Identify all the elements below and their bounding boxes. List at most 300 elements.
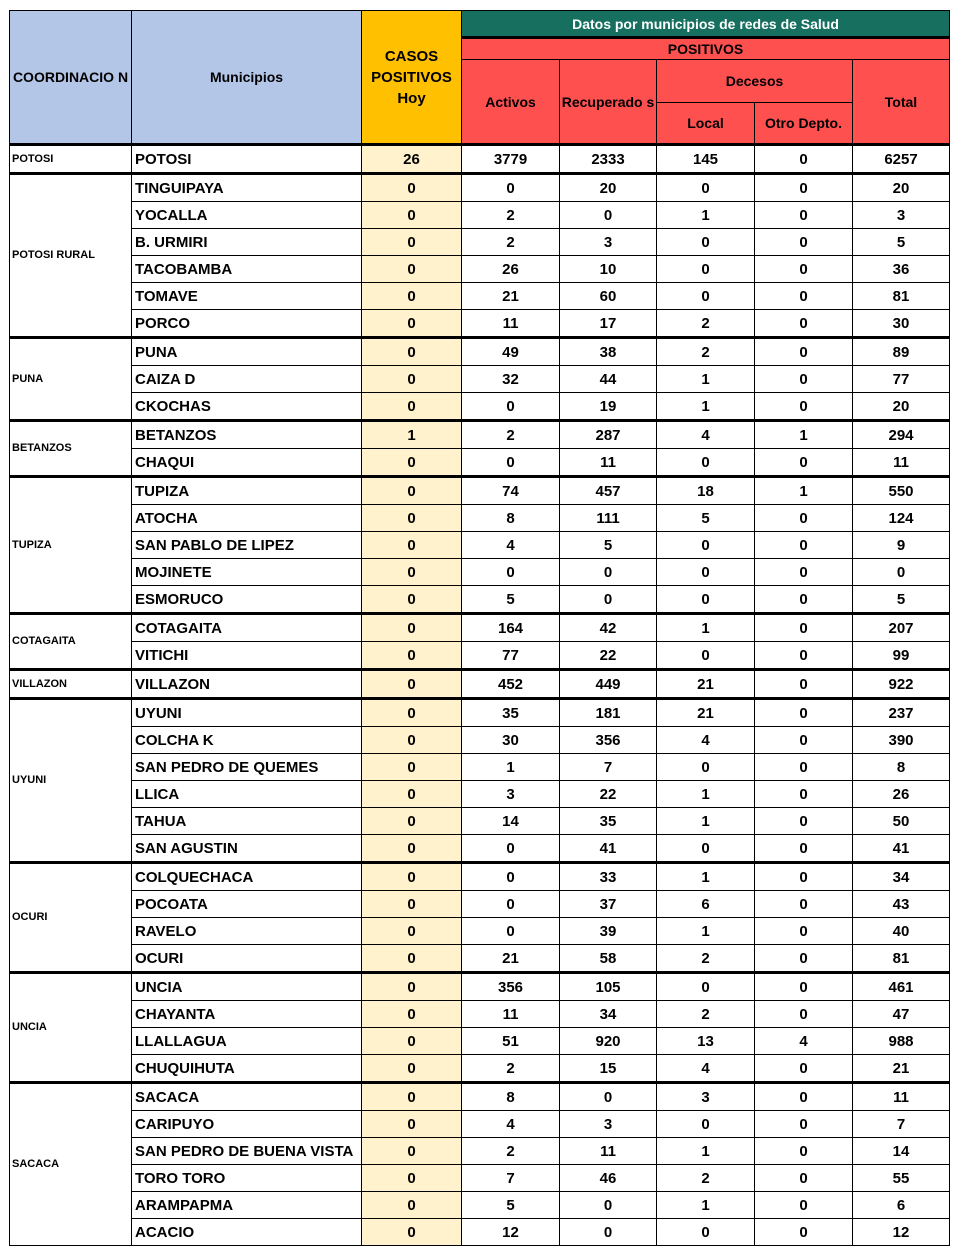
cell-decesos-otro: 0	[755, 202, 853, 229]
cell-decesos-otro: 0	[755, 1111, 853, 1138]
cell-decesos-otro: 0	[755, 145, 853, 174]
cell-total: 40	[853, 918, 950, 945]
cell-municipio: SAN PABLO DE LIPEZ	[132, 532, 362, 559]
cell-recuperados: 11	[560, 449, 657, 477]
cell-casos-hoy: 0	[362, 727, 462, 754]
cell-casos-hoy: 0	[362, 945, 462, 973]
table-row	[10, 699, 950, 727]
cell-decesos-local: 0	[657, 229, 755, 256]
cell-recuperados: 0	[560, 1219, 657, 1246]
cell-recuperados: 38	[560, 338, 657, 366]
cell-activos: 356	[462, 973, 560, 1001]
cell-recuperados: 22	[560, 781, 657, 808]
cell-decesos-otro: 0	[755, 229, 853, 256]
cell-decesos-otro: 0	[755, 835, 853, 863]
cell-activos: 21	[462, 945, 560, 973]
cell-casos-hoy: 0	[362, 1028, 462, 1055]
cell-decesos-otro: 0	[755, 945, 853, 973]
cell-casos-hoy: 0	[362, 559, 462, 586]
table-row	[10, 642, 950, 670]
cell-municipio: TOMAVE	[132, 283, 362, 310]
cell-recuperados: 449	[560, 670, 657, 699]
cell-activos: 21	[462, 283, 560, 310]
cell-activos: 35	[462, 699, 560, 727]
cell-recuperados: 3	[560, 1111, 657, 1138]
cell-activos: 74	[462, 477, 560, 505]
cell-decesos-local: 4	[657, 421, 755, 449]
cell-recuperados: 0	[560, 202, 657, 229]
cell-total: 3	[853, 202, 950, 229]
table-row	[10, 727, 950, 754]
table-row	[10, 505, 950, 532]
cell-total: 390	[853, 727, 950, 754]
table-row	[10, 256, 950, 283]
cell-casos-hoy: 0	[362, 229, 462, 256]
table-header	[10, 11, 950, 145]
cell-recuperados: 58	[560, 945, 657, 973]
cell-decesos-otro: 0	[755, 918, 853, 945]
cell-municipio: BETANZOS	[132, 421, 362, 449]
cell-activos: 1	[462, 754, 560, 781]
cell-total: 207	[853, 614, 950, 642]
cell-casos-hoy: 0	[362, 808, 462, 835]
cell-casos-hoy: 0	[362, 699, 462, 727]
cell-municipio: TINGUIPAYA	[132, 174, 362, 202]
cell-decesos-otro: 0	[755, 1165, 853, 1192]
cell-decesos-otro: 0	[755, 310, 853, 338]
cell-municipio: VILLAZON	[132, 670, 362, 699]
table-row	[10, 863, 950, 891]
cell-recuperados: 35	[560, 808, 657, 835]
cell-total: 11	[853, 1083, 950, 1111]
cell-casos-hoy: 0	[362, 781, 462, 808]
cell-decesos-otro: 0	[755, 449, 853, 477]
cell-municipio: CARIPUYO	[132, 1111, 362, 1138]
cell-municipio: COLQUECHACA	[132, 863, 362, 891]
cell-activos: 0	[462, 918, 560, 945]
cell-municipio: OCURI	[132, 945, 362, 973]
cell-decesos-local: 0	[657, 973, 755, 1001]
cell-activos: 3	[462, 781, 560, 808]
cell-municipio: POTOSI	[132, 145, 362, 174]
cell-recuperados: 920	[560, 1028, 657, 1055]
cell-decesos-local: 0	[657, 642, 755, 670]
header-total: Total	[853, 60, 950, 145]
table-row	[10, 145, 950, 174]
cell-decesos-otro: 0	[755, 727, 853, 754]
table-row	[10, 973, 950, 1001]
cell-casos-hoy: 0	[362, 1219, 462, 1246]
cell-decesos-local: 0	[657, 754, 755, 781]
cell-decesos-otro: 0	[755, 586, 853, 614]
table-row	[10, 202, 950, 229]
cell-total: 6	[853, 1192, 950, 1219]
cell-recuperados: 181	[560, 699, 657, 727]
cell-recuperados: 44	[560, 366, 657, 393]
cell-recuperados: 11	[560, 1138, 657, 1165]
cell-recuperados: 105	[560, 973, 657, 1001]
header-casos-positivos-hoy: CASOS POSITIVOS Hoy	[362, 11, 462, 145]
cell-decesos-local: 1	[657, 1138, 755, 1165]
cell-total: 21	[853, 1055, 950, 1083]
cell-total: 41	[853, 835, 950, 863]
table-row	[10, 1001, 950, 1028]
header-otro-depto: Otro Depto.	[755, 103, 853, 145]
cell-decesos-local: 0	[657, 1219, 755, 1246]
cell-total: 81	[853, 945, 950, 973]
cell-municipio: CAIZA D	[132, 366, 362, 393]
cell-casos-hoy: 0	[362, 670, 462, 699]
cell-municipio: PORCO	[132, 310, 362, 338]
cell-casos-hoy: 0	[362, 283, 462, 310]
cell-recuperados: 0	[560, 1083, 657, 1111]
cell-coordinacion: PUNA	[10, 338, 132, 421]
cell-total: 26	[853, 781, 950, 808]
cell-casos-hoy: 0	[362, 614, 462, 642]
cell-decesos-otro: 0	[755, 1001, 853, 1028]
cell-activos: 2	[462, 1055, 560, 1083]
cell-decesos-local: 0	[657, 256, 755, 283]
header-coordinacion: COORDINACIO N	[10, 11, 132, 145]
cell-recuperados: 60	[560, 283, 657, 310]
cell-coordinacion: BETANZOS	[10, 421, 132, 477]
cell-activos: 0	[462, 863, 560, 891]
cell-decesos-local: 1	[657, 202, 755, 229]
header-positivos: POSITIVOS	[462, 38, 950, 60]
cell-recuperados: 2333	[560, 145, 657, 174]
table-row	[10, 532, 950, 559]
cell-coordinacion: POTOSI	[10, 145, 132, 174]
cell-decesos-otro: 0	[755, 1219, 853, 1246]
cell-total: 55	[853, 1165, 950, 1192]
cell-decesos-local: 0	[657, 174, 755, 202]
cell-municipio: PUNA	[132, 338, 362, 366]
cell-casos-hoy: 0	[362, 366, 462, 393]
cell-recuperados: 356	[560, 727, 657, 754]
table-row	[10, 781, 950, 808]
cell-municipio: POCOATA	[132, 891, 362, 918]
table-row	[10, 1192, 950, 1219]
cell-activos: 8	[462, 1083, 560, 1111]
cell-activos: 0	[462, 174, 560, 202]
cell-activos: 0	[462, 559, 560, 586]
cell-decesos-otro: 1	[755, 421, 853, 449]
table-row	[10, 586, 950, 614]
table-row	[10, 670, 950, 699]
table-row	[10, 366, 950, 393]
cell-recuperados: 287	[560, 421, 657, 449]
cell-decesos-local: 2	[657, 310, 755, 338]
cell-casos-hoy: 0	[362, 393, 462, 421]
cell-municipio: VITICHI	[132, 642, 362, 670]
cell-decesos-otro: 0	[755, 808, 853, 835]
cell-activos: 452	[462, 670, 560, 699]
cell-recuperados: 37	[560, 891, 657, 918]
cell-total: 50	[853, 808, 950, 835]
cell-activos: 0	[462, 393, 560, 421]
cell-casos-hoy: 0	[362, 1138, 462, 1165]
cell-casos-hoy: 0	[362, 642, 462, 670]
cell-decesos-local: 2	[657, 1165, 755, 1192]
header-local: Local	[657, 103, 755, 145]
cell-activos: 5	[462, 586, 560, 614]
cell-activos: 2	[462, 1138, 560, 1165]
cell-activos: 0	[462, 835, 560, 863]
cell-municipio: ACACIO	[132, 1219, 362, 1246]
cell-casos-hoy: 0	[362, 532, 462, 559]
cell-activos: 5	[462, 1192, 560, 1219]
cell-municipio: TUPIZA	[132, 477, 362, 505]
cell-decesos-local: 0	[657, 532, 755, 559]
cell-decesos-otro: 0	[755, 781, 853, 808]
cell-total: 12	[853, 1219, 950, 1246]
table-row	[10, 835, 950, 863]
cell-municipio: CHAQUI	[132, 449, 362, 477]
cell-decesos-local: 21	[657, 699, 755, 727]
table-row	[10, 1083, 950, 1111]
cell-decesos-otro: 0	[755, 505, 853, 532]
cell-decesos-local: 0	[657, 1111, 755, 1138]
cell-total: 77	[853, 366, 950, 393]
cell-recuperados: 19	[560, 393, 657, 421]
cell-activos: 49	[462, 338, 560, 366]
cell-municipio: TORO TORO	[132, 1165, 362, 1192]
cell-decesos-otro: 4	[755, 1028, 853, 1055]
cell-decesos-local: 4	[657, 727, 755, 754]
cell-casos-hoy: 0	[362, 1083, 462, 1111]
table-row	[10, 310, 950, 338]
cell-total: 30	[853, 310, 950, 338]
cell-casos-hoy: 0	[362, 1165, 462, 1192]
cell-activos: 26	[462, 256, 560, 283]
cell-municipio: SAN AGUSTIN	[132, 835, 362, 863]
cell-municipio: SACACA	[132, 1083, 362, 1111]
cell-municipio: B. URMIRI	[132, 229, 362, 256]
cell-decesos-local: 2	[657, 1001, 755, 1028]
cell-total: 550	[853, 477, 950, 505]
cell-municipio: UYUNI	[132, 699, 362, 727]
cell-activos: 0	[462, 449, 560, 477]
cell-activos: 2	[462, 229, 560, 256]
cell-casos-hoy: 0	[362, 754, 462, 781]
header-decesos: Decesos	[657, 60, 853, 103]
cell-coordinacion: POTOSI RURAL	[10, 174, 132, 338]
table-row	[10, 421, 950, 449]
cell-casos-hoy: 0	[362, 1111, 462, 1138]
table-body	[10, 145, 950, 1246]
cell-casos-hoy: 0	[362, 835, 462, 863]
cell-decesos-local: 2	[657, 338, 755, 366]
header-municipios: Municipios	[132, 11, 362, 145]
municipal-cases-table-container	[9, 10, 950, 1246]
cell-total: 47	[853, 1001, 950, 1028]
cell-coordinacion: SACACA	[10, 1083, 132, 1246]
cell-coordinacion: TUPIZA	[10, 477, 132, 614]
cell-activos: 30	[462, 727, 560, 754]
table-row	[10, 1165, 950, 1192]
cell-total: 99	[853, 642, 950, 670]
cell-total: 89	[853, 338, 950, 366]
cell-coordinacion: UYUNI	[10, 699, 132, 863]
cell-coordinacion: UNCIA	[10, 973, 132, 1083]
cell-total: 43	[853, 891, 950, 918]
cell-coordinacion: COTAGAITA	[10, 614, 132, 670]
cell-municipio: COLCHA K	[132, 727, 362, 754]
cell-municipio: ATOCHA	[132, 505, 362, 532]
table-row	[10, 393, 950, 421]
cell-total: 0	[853, 559, 950, 586]
cell-recuperados: 5	[560, 532, 657, 559]
cell-decesos-local: 145	[657, 145, 755, 174]
cell-decesos-otro: 0	[755, 559, 853, 586]
cell-municipio: TACOBAMBA	[132, 256, 362, 283]
cell-casos-hoy: 0	[362, 863, 462, 891]
cell-total: 20	[853, 174, 950, 202]
cell-decesos-otro: 0	[755, 1083, 853, 1111]
cell-municipio: CKOCHAS	[132, 393, 362, 421]
cell-recuperados: 42	[560, 614, 657, 642]
cell-municipio: MOJINETE	[132, 559, 362, 586]
cell-recuperados: 7	[560, 754, 657, 781]
cell-decesos-otro: 0	[755, 1055, 853, 1083]
cell-decesos-otro: 0	[755, 891, 853, 918]
table-row	[10, 1028, 950, 1055]
cell-casos-hoy: 1	[362, 421, 462, 449]
cell-recuperados: 17	[560, 310, 657, 338]
cell-decesos-otro: 0	[755, 642, 853, 670]
cell-casos-hoy: 0	[362, 586, 462, 614]
cell-activos: 12	[462, 1219, 560, 1246]
cell-decesos-otro: 0	[755, 1192, 853, 1219]
cell-total: 8	[853, 754, 950, 781]
cell-activos: 164	[462, 614, 560, 642]
cell-decesos-otro: 0	[755, 1138, 853, 1165]
cell-decesos-otro: 0	[755, 973, 853, 1001]
cell-activos: 0	[462, 891, 560, 918]
cell-total: 922	[853, 670, 950, 699]
cell-municipio: UNCIA	[132, 973, 362, 1001]
cell-casos-hoy: 26	[362, 145, 462, 174]
cell-decesos-local: 1	[657, 781, 755, 808]
cell-recuperados: 22	[560, 642, 657, 670]
cell-recuperados: 0	[560, 559, 657, 586]
cell-decesos-local: 3	[657, 1083, 755, 1111]
cell-decesos-local: 0	[657, 449, 755, 477]
cell-activos: 2	[462, 421, 560, 449]
table-row	[10, 477, 950, 505]
cell-casos-hoy: 0	[362, 449, 462, 477]
cell-municipio: YOCALLA	[132, 202, 362, 229]
cell-total: 6257	[853, 145, 950, 174]
cell-casos-hoy: 0	[362, 477, 462, 505]
table-row	[10, 614, 950, 642]
cell-total: 5	[853, 586, 950, 614]
cell-activos: 4	[462, 1111, 560, 1138]
cell-activos: 32	[462, 366, 560, 393]
cell-recuperados: 10	[560, 256, 657, 283]
cell-recuperados: 111	[560, 505, 657, 532]
cell-total: 237	[853, 699, 950, 727]
cell-recuperados: 3	[560, 229, 657, 256]
cell-activos: 3779	[462, 145, 560, 174]
cell-total: 461	[853, 973, 950, 1001]
cell-decesos-local: 0	[657, 559, 755, 586]
cell-decesos-local: 1	[657, 808, 755, 835]
municipal-cases-table	[9, 10, 950, 1246]
cell-decesos-otro: 0	[755, 338, 853, 366]
cell-recuperados: 46	[560, 1165, 657, 1192]
cell-total: 20	[853, 393, 950, 421]
table-row	[10, 1138, 950, 1165]
cell-activos: 4	[462, 532, 560, 559]
table-row	[10, 1219, 950, 1246]
cell-decesos-local: 1	[657, 863, 755, 891]
cell-activos: 8	[462, 505, 560, 532]
cell-total: 34	[853, 863, 950, 891]
cell-recuperados: 0	[560, 586, 657, 614]
cell-municipio: RAVELO	[132, 918, 362, 945]
cell-casos-hoy: 0	[362, 338, 462, 366]
cell-total: 294	[853, 421, 950, 449]
cell-activos: 11	[462, 310, 560, 338]
cell-activos: 14	[462, 808, 560, 835]
cell-decesos-otro: 0	[755, 283, 853, 310]
cell-total: 14	[853, 1138, 950, 1165]
cell-decesos-otro: 0	[755, 393, 853, 421]
cell-recuperados: 20	[560, 174, 657, 202]
cell-decesos-otro: 0	[755, 614, 853, 642]
cell-casos-hoy: 0	[362, 918, 462, 945]
table-row	[10, 559, 950, 586]
header-activos: Activos	[462, 60, 560, 145]
cell-casos-hoy: 0	[362, 1055, 462, 1083]
cell-recuperados: 34	[560, 1001, 657, 1028]
cell-decesos-otro: 0	[755, 532, 853, 559]
table-row	[10, 808, 950, 835]
cell-decesos-otro: 0	[755, 174, 853, 202]
cell-decesos-otro: 0	[755, 863, 853, 891]
cell-activos: 11	[462, 1001, 560, 1028]
cell-recuperados: 41	[560, 835, 657, 863]
cell-decesos-otro: 0	[755, 256, 853, 283]
cell-decesos-otro: 0	[755, 670, 853, 699]
cell-decesos-local: 1	[657, 366, 755, 393]
cell-coordinacion: OCURI	[10, 863, 132, 973]
cell-municipio: TAHUA	[132, 808, 362, 835]
cell-decesos-local: 0	[657, 586, 755, 614]
cell-decesos-local: 1	[657, 1192, 755, 1219]
cell-decesos-local: 1	[657, 918, 755, 945]
table-row	[10, 1111, 950, 1138]
cell-decesos-otro: 0	[755, 366, 853, 393]
table-row	[10, 338, 950, 366]
cell-municipio: LLICA	[132, 781, 362, 808]
cell-casos-hoy: 0	[362, 1192, 462, 1219]
cell-total: 7	[853, 1111, 950, 1138]
cell-casos-hoy: 0	[362, 1001, 462, 1028]
table-row	[10, 754, 950, 781]
table-row	[10, 945, 950, 973]
cell-total: 36	[853, 256, 950, 283]
cell-casos-hoy: 0	[362, 973, 462, 1001]
cell-casos-hoy: 0	[362, 891, 462, 918]
cell-activos: 2	[462, 202, 560, 229]
cell-recuperados: 39	[560, 918, 657, 945]
cell-decesos-local: 5	[657, 505, 755, 532]
table-row	[10, 229, 950, 256]
header-datos-redes-salud: Datos por municipios de redes de Salud	[462, 11, 950, 38]
cell-casos-hoy: 0	[362, 310, 462, 338]
